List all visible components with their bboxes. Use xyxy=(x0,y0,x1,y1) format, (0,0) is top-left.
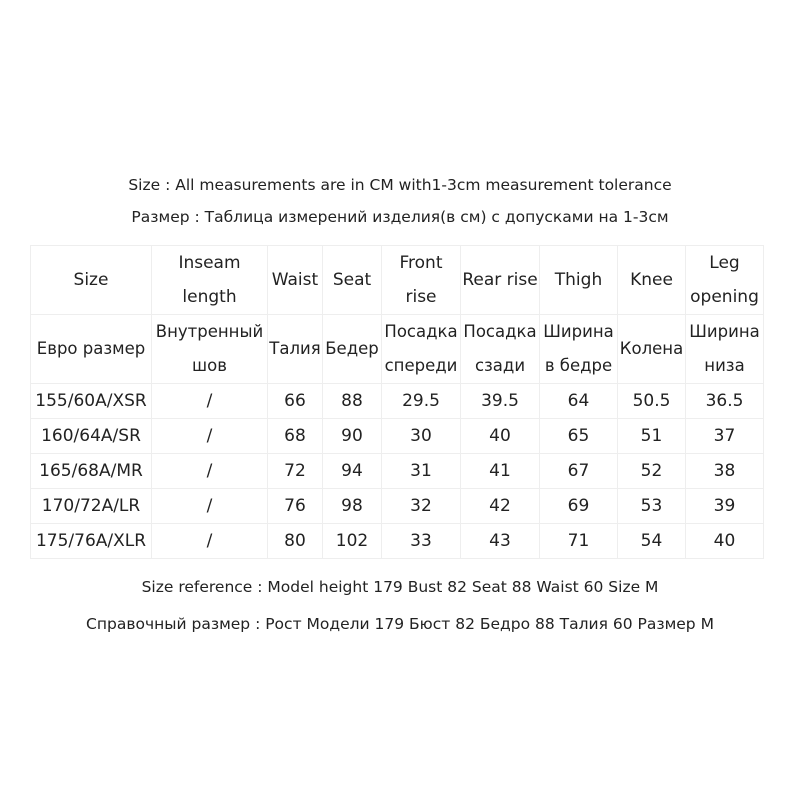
size-reference-ru: Справочный размер : Рост Модели 179 Бюст 82 Бедро 88 Талия 60 Размер M xyxy=(86,615,714,633)
header-label: Waist xyxy=(271,270,319,290)
header-cell xyxy=(31,315,152,384)
header-cell xyxy=(686,246,764,315)
measurement-cell: / xyxy=(152,454,268,489)
header-cell xyxy=(152,246,268,315)
measurement-cell: 39.5 xyxy=(461,384,540,419)
measurement-cell: 39 xyxy=(686,489,764,524)
measurement-cell: 41 xyxy=(461,454,540,489)
header-cell xyxy=(152,315,268,384)
header-cell xyxy=(618,315,686,384)
header-label: length xyxy=(182,287,237,307)
measurement-cell: 53 xyxy=(618,489,686,524)
measurement-cell: 67 xyxy=(540,454,618,489)
header-cell xyxy=(268,246,323,315)
measurement-note-ru: Размер : Таблица измерений изделия(в см) с допусками на 1-3см xyxy=(131,208,669,226)
header-row-ru xyxy=(31,315,764,384)
table-row xyxy=(31,454,764,489)
size-code-cell: 160/64A/SR xyxy=(31,419,152,454)
measurement-cell: 32 xyxy=(382,489,461,524)
table-row xyxy=(31,419,764,454)
size-code-cell: 165/68A/MR xyxy=(31,454,152,489)
size-reference-en: Size reference : Model height 179 Bust 82 Seat 88 Waist 60 Size M xyxy=(141,578,659,596)
measurement-note-en: Size : All measurements are in CM with1-3cm measurement tolerance xyxy=(128,176,672,194)
header-label: Seat xyxy=(332,270,372,290)
header-cell xyxy=(31,246,152,315)
table-row xyxy=(31,384,764,419)
header-cell xyxy=(540,315,618,384)
header-label: шов xyxy=(192,356,227,375)
measurement-cell: 40 xyxy=(461,419,540,454)
measurement-cell: 72 xyxy=(268,454,323,489)
size-table xyxy=(30,245,764,559)
header-label: Front xyxy=(399,253,443,273)
measurement-cell: 40 xyxy=(686,524,764,559)
header-cell xyxy=(382,315,461,384)
measurement-cell: 98 xyxy=(323,489,382,524)
measurement-cell: 50.5 xyxy=(618,384,686,419)
size-code-cell: 170/72A/LR xyxy=(31,489,152,524)
measurement-cell: 37 xyxy=(686,419,764,454)
table-row xyxy=(31,489,764,524)
size-code-cell: 175/76A/XLR xyxy=(31,524,152,559)
measurement-cell: / xyxy=(152,524,268,559)
measurement-cell: 71 xyxy=(540,524,618,559)
measurement-cell: / xyxy=(152,384,268,419)
measurement-cell: 43 xyxy=(461,524,540,559)
measurement-cell: 88 xyxy=(323,384,382,419)
measurement-cell: 80 xyxy=(268,524,323,559)
header-label: opening xyxy=(690,287,759,307)
measurement-cell: 31 xyxy=(382,454,461,489)
measurement-cell: 69 xyxy=(540,489,618,524)
header-row-en xyxy=(31,246,764,315)
measurement-cell: 42 xyxy=(461,489,540,524)
measurement-cell: 52 xyxy=(618,454,686,489)
header-label: Ширина xyxy=(543,322,614,341)
header-cell xyxy=(323,246,382,315)
header-label: Leg xyxy=(709,253,740,273)
measurement-cell: 90 xyxy=(323,419,382,454)
header-cell xyxy=(461,315,540,384)
measurement-cell: 33 xyxy=(382,524,461,559)
measurement-cell: 29.5 xyxy=(382,384,461,419)
header-label: rise xyxy=(405,287,437,307)
header-label: Бедер xyxy=(325,339,379,358)
header-label: Посадка xyxy=(463,322,537,341)
table-row xyxy=(31,524,764,559)
header-label: низа xyxy=(704,356,745,375)
header-label: Rear rise xyxy=(462,270,538,290)
size-code-cell: 155/60A/XSR xyxy=(31,384,152,419)
measurement-cell: 36.5 xyxy=(686,384,764,419)
measurement-cell: 54 xyxy=(618,524,686,559)
header-label: Евро размер xyxy=(36,339,146,358)
header-cell xyxy=(686,315,764,384)
measurement-cell: 64 xyxy=(540,384,618,419)
header-label: Knee xyxy=(630,270,673,290)
header-label: Ширина xyxy=(689,322,760,341)
header-label: Inseam xyxy=(178,253,241,273)
header-cell xyxy=(618,246,686,315)
measurement-cell: 30 xyxy=(382,419,461,454)
header-label: сзади xyxy=(474,356,526,375)
header-cell xyxy=(461,246,540,315)
header-label: Size xyxy=(73,270,109,290)
measurement-cell: 68 xyxy=(268,419,323,454)
measurement-cell: 102 xyxy=(323,524,382,559)
header-cell xyxy=(382,246,461,315)
measurement-cell: 76 xyxy=(268,489,323,524)
measurement-cell: 94 xyxy=(323,454,382,489)
header-cell xyxy=(323,315,382,384)
header-label: Талия xyxy=(269,339,321,358)
header-cell xyxy=(540,246,618,315)
header-label: Колена xyxy=(619,339,684,358)
measurement-cell: / xyxy=(152,419,268,454)
header-label: Посадка xyxy=(384,322,458,341)
measurement-cell: / xyxy=(152,489,268,524)
measurement-cell: 51 xyxy=(618,419,686,454)
header-cell xyxy=(268,315,323,384)
header-label: Внутренный xyxy=(155,322,264,341)
header-label: в бедре xyxy=(544,356,613,375)
header-label: спереди xyxy=(384,356,458,375)
measurement-cell: 65 xyxy=(540,419,618,454)
measurement-cell: 66 xyxy=(268,384,323,419)
header-label: Thigh xyxy=(554,270,603,290)
measurement-cell: 38 xyxy=(686,454,764,489)
